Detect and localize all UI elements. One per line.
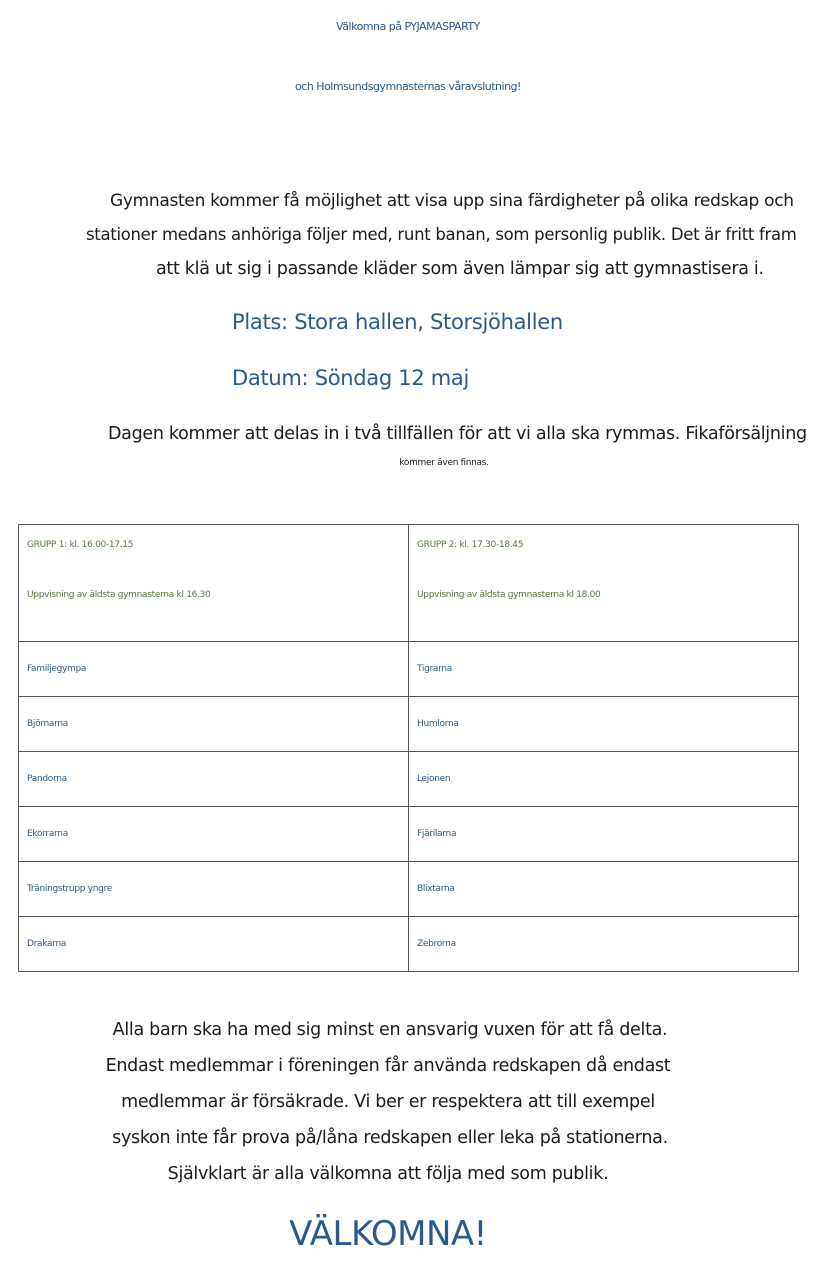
event-date: Datum: Söndag 12 maj — [232, 366, 470, 390]
group2-team: Blixtarna — [409, 862, 799, 917]
group2-header — [409, 525, 799, 642]
welcome-closing: VÄLKOMNA! — [289, 1214, 487, 1254]
page-title-line-1: Välkomna på PYJAMASPARTY — [336, 20, 480, 33]
group1-show: Uppvisning av äldsta gymnasterna kl 16.30 — [27, 590, 211, 600]
group1-team: Pandorna — [19, 752, 409, 807]
group1-team: Familjegympa — [19, 642, 409, 697]
table-row — [19, 752, 799, 807]
table-row — [19, 642, 799, 697]
rules-line-3: medlemmar är försäkrade. Vi ber er respektera att till exempel — [121, 1092, 655, 1112]
groups-table — [18, 524, 799, 972]
event-place: Plats: Stora hallen, Storsjöhallen — [232, 310, 563, 334]
sessions-line-2: kommer även finnas. — [399, 458, 489, 468]
rules-line-2: Endast medlemmar i föreningen får använda redskapen då endast — [105, 1056, 671, 1076]
intro-line-2: stationer medans anhöriga följer med, runt banan, som personlig publik. Det är fritt fram — [86, 225, 797, 244]
rules-line-4: syskon inte får prova på/låna redskapen eller leka på stationerna. — [112, 1128, 668, 1148]
group2-show: Uppvisning av äldsta gymnasterna kl 18.00 — [417, 590, 601, 600]
group1-time: GRUPP 1: kl. 16.00-17.15 — [27, 540, 134, 550]
rules-line-5: Självklart är alla välkomna att följa med som publik. — [167, 1164, 609, 1184]
group1-team: Ekorrarna — [19, 807, 409, 862]
table-row — [19, 862, 799, 917]
group2-team: Tigrarna — [409, 642, 799, 697]
group2-team: Lejonen — [409, 752, 799, 807]
page-title-line-2: och Holmsundsgymnasternas våravslutning! — [295, 80, 521, 93]
group2-team: Humlorna — [409, 697, 799, 752]
sessions-line-1: Dagen kommer att delas in i två tillfällen för att vi alla ska rymmas. Fikaförsäljning — [108, 424, 807, 444]
intro-line-3: att klä ut sig i passande kläder som även lämpar sig att gymnastisera i. — [156, 259, 764, 279]
group2-time: GRUPP 2: kl. 17.30-18.45 — [417, 540, 524, 550]
rules-line-1: Alla barn ska ha med sig minst en ansvarig vuxen för att få delta. — [112, 1020, 668, 1040]
group2-team: Zebrorna — [409, 917, 799, 972]
group1-team: Björnarna — [19, 697, 409, 752]
group1-team: Träningstrupp yngre — [19, 862, 409, 917]
group2-team: Fjärilarna — [409, 807, 799, 862]
table-row — [19, 917, 799, 972]
table-row — [19, 697, 799, 752]
group1-header — [19, 525, 409, 642]
group1-team: Drakarna — [19, 917, 409, 972]
groups-header-row — [19, 525, 799, 642]
intro-line-1: Gymnasten kommer få möjlighet att visa upp sina färdigheter på olika redskap och — [110, 191, 794, 211]
table-row — [19, 807, 799, 862]
